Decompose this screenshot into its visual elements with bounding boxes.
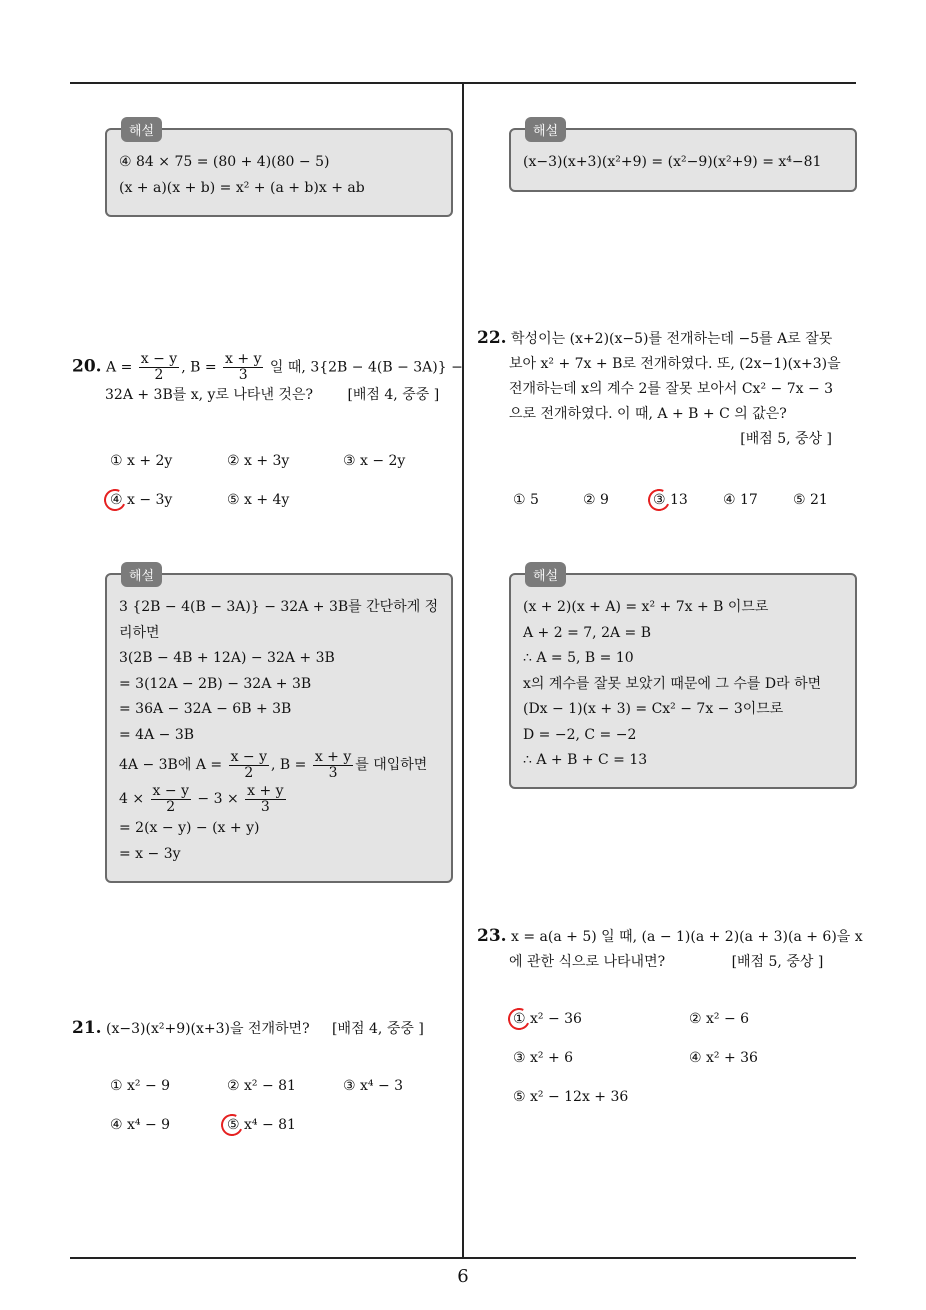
solution-line: = x − 3y (119, 845, 181, 862)
score-meta: [배점 4, 중중 ] (347, 387, 440, 403)
solution-line: (x + 2)(x + A) = x² + 7x + B 이므로 (523, 599, 769, 615)
solution-text: 4A − 3B에 A = (119, 757, 227, 773)
solution-tag: 해설 (525, 562, 566, 587)
question-text: (x−3)(x²+9)(x+3)을 전개하면? (106, 1021, 310, 1037)
solution-text: 4 × (119, 791, 149, 807)
score-meta: [배점 4, 중중 ] (332, 1021, 424, 1037)
solution-line: (Dx − 1)(x + 3) = Cx² − 7x − 3이므로 (523, 701, 784, 717)
option[interactable]: ④ x − 3y (110, 492, 173, 508)
solution-line: (x−3)(x+3)(x²+9) = (x²−9)(x²+9) = x⁴−81 (523, 154, 822, 170)
option[interactable]: ③ x² + 6 (513, 1050, 574, 1066)
fraction-numerator: x − y (230, 748, 267, 765)
page-number: 6 (457, 1266, 469, 1287)
solution-line: 리하면 (119, 624, 160, 641)
option[interactable]: ⑤ x + 4y (227, 492, 290, 508)
question-text: , B = (181, 359, 222, 376)
answer-mark (218, 1111, 246, 1139)
question-text: A = (106, 359, 137, 376)
question-number: 22. (477, 328, 507, 348)
fraction (223, 352, 263, 383)
solution-tag: 해설 (121, 562, 162, 587)
solution-text: , B = (271, 757, 311, 773)
question-text: 보아 x² + 7x + B로 전개하였다. 또, (2x−1)(x+3)을 (509, 356, 841, 372)
question-text: 32A + 3B를 x, y로 나타낸 것은? (105, 387, 313, 403)
solution-line: (x + a)(x + b) = x² + (a + b)x + ab (119, 179, 365, 196)
solution-line: x의 계수를 잘못 보았기 때문에 그 수를 D라 하면 (523, 675, 822, 692)
solution-line: ∴ A = 5, B = 10 (523, 650, 634, 666)
score-meta: [배점 5, 중상 ] (731, 954, 824, 970)
fraction (151, 784, 191, 815)
solution-text: 를 대입하면 (355, 757, 428, 773)
fraction-numerator: x + y (225, 351, 262, 367)
solution-box-22 (509, 569, 857, 789)
question-number: 21. (72, 1018, 102, 1038)
question-text: 일 때, 3{2B − 4(B − 3A)} − (265, 359, 463, 376)
fraction (245, 784, 285, 815)
option[interactable]: ⑤ x² − 12x + 36 (513, 1089, 629, 1105)
solution-text: − 3 × (192, 791, 244, 807)
option[interactable]: ④ x² + 36 (689, 1050, 758, 1066)
question-20 (72, 351, 463, 408)
question-number: 23. (477, 926, 507, 946)
solution-line (119, 782, 439, 816)
option[interactable]: ① 5 (513, 492, 539, 508)
solution-tag: 해설 (121, 117, 162, 142)
answer-mark (645, 486, 673, 514)
question-number: 20. (72, 356, 102, 377)
option[interactable]: ③ x⁴ − 3 (343, 1078, 404, 1094)
solution-box-21 (509, 124, 857, 192)
option[interactable]: ④ 17 (723, 492, 758, 508)
option[interactable]: ⑤ x⁴ − 81 (227, 1117, 296, 1133)
question-text: 에 관한 식으로 나타내면? (509, 954, 666, 970)
bottom-rule (70, 1257, 856, 1259)
solution-line: ④ 84 × 75 = (80 + 4)(80 − 5) (119, 154, 330, 170)
option[interactable]: ① x² − 9 (110, 1078, 171, 1094)
question-text: x = a(a + 5) 일 때, (a − 1)(a + 2)(a + 3)(a + 6)을 x (511, 929, 863, 945)
solution-box-19 (105, 124, 453, 217)
option[interactable]: ③ x − 2y (343, 453, 406, 469)
answer-mark (101, 486, 129, 514)
fraction-numerator: x + y (247, 782, 284, 799)
option[interactable]: ④ x⁴ − 9 (110, 1117, 171, 1133)
solution-line: 3 {2B − 4(B − 3A)} − 32A + 3B를 간단하게 정 (119, 599, 439, 615)
solution-line: = 3(12A − 2B) − 32A + 3B (119, 675, 312, 692)
score-meta: [배점 5, 중상 ] (740, 431, 832, 447)
option[interactable]: ① x² − 36 (513, 1011, 582, 1027)
question-text: 으로 전개하였다. 이 때, A + B + C 의 값은? (509, 406, 787, 422)
option[interactable]: ③ 13 (653, 492, 688, 508)
solution-line: = 4A − 3B (119, 726, 195, 743)
fraction (229, 750, 269, 781)
fraction-numerator: x − y (152, 782, 189, 799)
option[interactable]: ② 9 (583, 492, 609, 508)
option[interactable]: ① x + 2y (110, 453, 173, 469)
fraction-denominator: 3 (328, 764, 338, 781)
solution-line: = 2(x − y) − (x + y) (119, 820, 260, 836)
solution-line (119, 748, 439, 782)
solution-line: 3(2B − 4B + 12A) − 32A + 3B (119, 650, 335, 666)
question-text: 전개하는데 x의 계수 2를 잘못 보아서 Cx² − 7x − 3 (509, 381, 834, 397)
solution-line: ∴ A + B + C = 13 (523, 752, 648, 768)
fraction-denominator: 3 (238, 367, 248, 383)
solution-line: A + 2 = 7, 2A = B (523, 624, 652, 641)
column-divider (462, 82, 464, 1258)
solution-box-20 (105, 569, 453, 883)
fraction-numerator: x + y (314, 748, 352, 765)
option[interactable]: ② x² − 81 (227, 1078, 296, 1094)
question-23 (477, 924, 862, 975)
question-text: 학성이는 (x+2)(x−5)를 전개하는데 −5를 A로 잘못 (511, 331, 833, 347)
fraction-denominator: 2 (154, 367, 164, 383)
option[interactable]: ⑤ 21 (793, 492, 828, 508)
solution-tag: 해설 (525, 117, 566, 142)
option[interactable]: ② x + 3y (227, 453, 290, 469)
fraction-denominator: 2 (166, 798, 176, 815)
option[interactable]: ② x² − 6 (689, 1011, 750, 1027)
solution-line: = 36A − 32A − 6B + 3B (119, 701, 292, 717)
fraction-numerator: x − y (140, 351, 178, 367)
solution-line: D = −2, C = −2 (523, 726, 637, 743)
fraction-denominator: 2 (244, 764, 254, 781)
question-21 (72, 1016, 457, 1042)
fraction (139, 352, 179, 383)
fraction-denominator: 3 (260, 798, 270, 815)
question-22 (477, 326, 862, 452)
answer-mark (505, 1005, 533, 1033)
fraction (313, 750, 353, 781)
